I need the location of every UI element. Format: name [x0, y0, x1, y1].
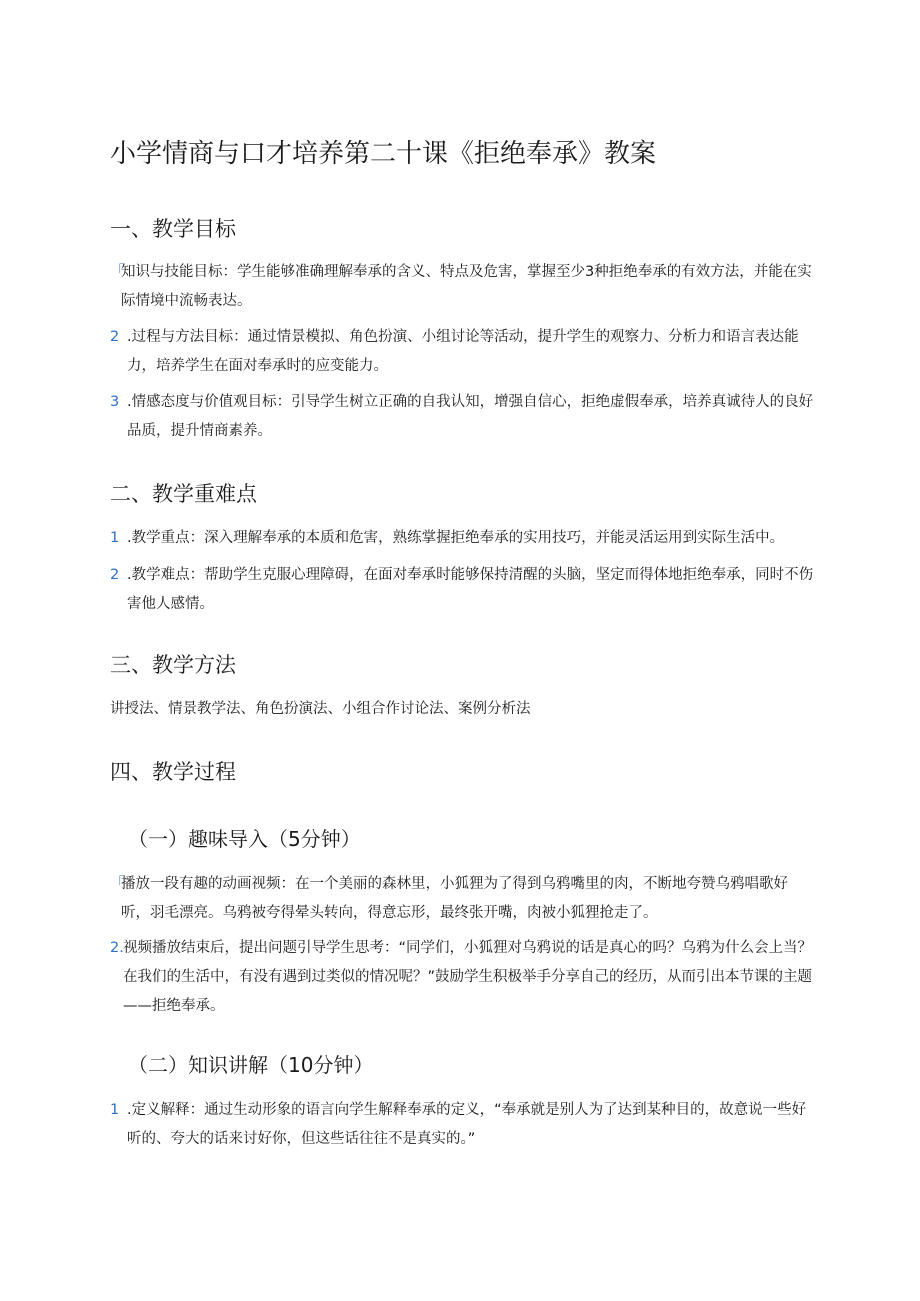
list-text: 播放一段有趣的动画视频：在一个美丽的森林里，小狐狸为了得到乌鸦嘴里的肉，不断地夸赞乌鸦唱歌好听，羽毛漂亮。乌鸦被夸得晕头转向，得意忘形，最终张开嘴，肉被小狐狸抢走了。	[121, 876, 788, 921]
list-item	[110, 388, 815, 446]
document-title: 小学情商与口才培养第二十课《拒绝奉承》教案	[110, 139, 657, 169]
heading-key-points: 二、教学重难点	[110, 482, 257, 506]
list-text: .过程与方法目标：通过情景模拟、角色扮演、小组讨论等活动，提升学生的观察力、分析力和语言表达能力，培养学生在面对奉承时的应变能力。	[127, 329, 799, 374]
list-number: 2	[110, 329, 120, 345]
list-item	[110, 258, 815, 316]
subheading-knowledge: （二）知识讲解（10分钟）	[128, 1053, 374, 1077]
heading-process: 四、教学过程	[110, 760, 236, 784]
list-text: .教学难点：帮助学生克服心理障碍，在面对奉承时能够保持清醒的头脑，坚定而得体地拒绝奉承，同时不伤害他人感情。	[127, 567, 814, 612]
list-item	[110, 934, 815, 1021]
list-number: 1	[110, 1102, 120, 1118]
list-text: .教学重点：深入理解奉承的本质和危害，熟练掌握拒绝奉承的实用技巧，并能灵活运用到实际生活中。	[127, 530, 785, 546]
list-number: 「	[110, 264, 125, 280]
list-item	[110, 524, 815, 553]
heading-objectives: 一、教学目标	[110, 217, 236, 241]
list-text: 视频播放结束后，提出问题引导学生思考：“同学们，小狐狸对乌鸦说的话是真心的吗？乌鸦为什么会上当？在我们的生活中，有没有遇到过类似的情况呢？”鼓励学生积极举手分享自己的经历，从而引出本节课的主题——拒绝奉承。	[123, 940, 813, 1014]
list-item	[110, 1096, 815, 1154]
subheading-intro: （一）趣味导入（5分钟）	[128, 827, 361, 851]
list-number: 2.	[110, 940, 124, 956]
list-text: 知识与技能目标：学生能够准确理解奉承的含义、特点及危害，掌握至少3种拒绝奉承的有效方法，并能在实际情境中流畅表达。	[121, 264, 812, 309]
heading-methods: 三、教学方法	[110, 653, 236, 677]
list-text: .定义解释：通过生动形象的语言向学生解释奉承的定义，“奉承就是别人为了达到某种目的，故意说一些好听的、夸大的话来讨好你，但这些话往往不是真实的。”	[127, 1102, 807, 1147]
list-item	[110, 561, 815, 619]
list-number: 2	[110, 567, 120, 583]
list-number: 3	[110, 394, 120, 410]
list-number: 1	[110, 530, 120, 546]
methods-text: 讲授法、情景教学法、角色扮演法、小组合作讨论法、案例分析法	[110, 701, 531, 717]
list-item	[110, 870, 815, 928]
list-number: 「	[110, 876, 125, 892]
list-text: .情感态度与价值观目标：引导学生树立正确的自我认知，增强自信心，拒绝虚假奉承，培养真诚待人的良好品质，提升情商素养。	[127, 394, 814, 439]
list-item	[110, 323, 815, 381]
